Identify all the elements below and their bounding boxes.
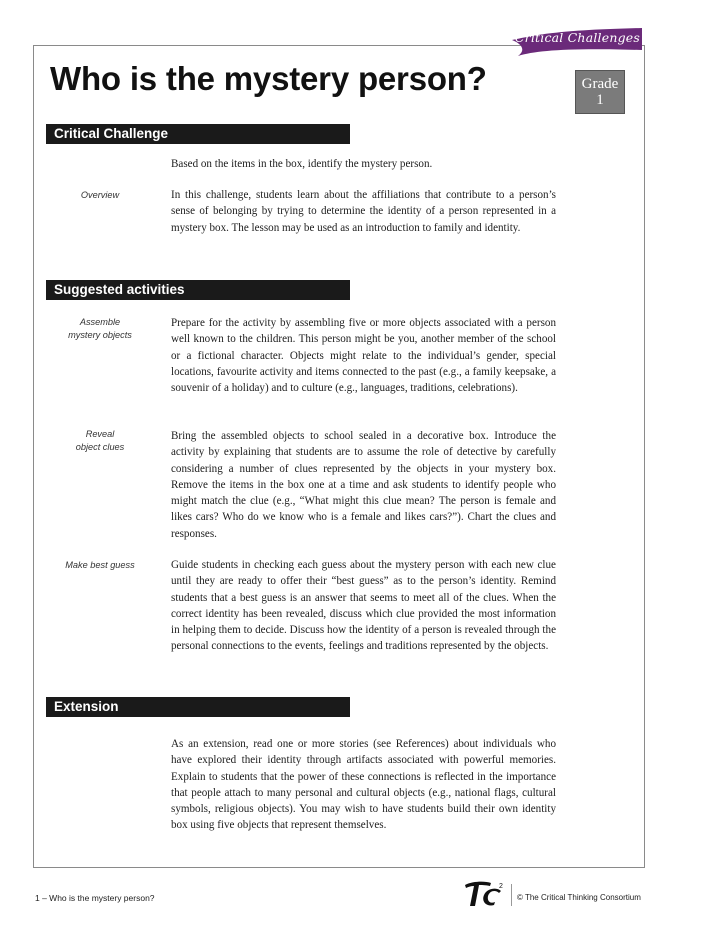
challenge-statement: Based on the items in the box, identify the mystery person. [171, 158, 433, 170]
activity-label-assemble [58, 316, 142, 342]
activity-text-reveal: Bring the assembled objects to school sealed in a decorative box. Introduce the activity by explaining that students are to assume the role of detective by carefully considering a number of clues represented by the objects in your mystery box. Remove the items in the box one at a time and ask students to identify people who might match the clue (e.g., “What might this clue mean? The person is female and likes cars? Who do we know who is a female and likes cars?”). Chart the clues and responses. [171, 430, 556, 540]
extension-text: As an extension, read one or more stories (see References) about individuals who have explored their identity through artifacts associated with powerful memories. Explain to students that the power of these connections is reflected in the importance that people attach to many personal and cultural objects (e.g., national flags, cultural symbols, religious objects). You may wish to have students build their own identity box using five objects that represent themselves. [171, 738, 556, 832]
tc2-logo-icon [461, 879, 507, 909]
activity-label-line: Reveal [85, 429, 115, 439]
grade-badge [575, 70, 625, 114]
activity-text-best-guess: Guide students in checking each guess about the mystery person with each new clue until they are ready to offer their “best guess” as to the person’s identity. Remind students that a best guess is an answer that seems to meet all of the clues. When the correct identity has been revealed, discuss which clue provided the most information in helping them to decide. Discuss how the identity of a person is revealed through the personal connections to the events, feelings and traditions represented by the objects. [171, 559, 556, 653]
activity-label-reveal [58, 428, 142, 454]
footer-separator [511, 884, 512, 906]
page-title: Who is the mystery person? [50, 60, 487, 97]
brand-text: Critical Challenges [514, 30, 640, 45]
critical-challenges-brand [512, 26, 642, 56]
overview-text: In this challenge, students learn about the affiliations that contribute to a person’s sense of belonging by trying to determine the identity of a person represented in a mystery box. The lesson may be used as an introduction to family and identity. [171, 189, 556, 234]
grade-value: 1 [596, 92, 604, 108]
overview-label: Overview [80, 190, 120, 200]
footer-page-label: 1 – Who is the mystery person? [35, 893, 155, 903]
svg-text:2: 2 [499, 883, 503, 890]
activity-label-best-guess: Make best guess [65, 560, 135, 570]
section-header-suggested-activities: Suggested activities [46, 280, 350, 300]
section-header-critical-challenge: Critical Challenge [46, 124, 350, 144]
grade-label: Grade [581, 76, 619, 92]
section-header-extension: Extension [46, 697, 350, 717]
activity-text-assemble: Prepare for the activity by assembling five or more objects associated with a person well known to the children. This person might be you, another member of the school or a fictional character. Objects might relate to the individual’s gender, special locations, favourite activity and items connected to the past (e.g., a family keepsake, a souvenir of a holiday) and to culture (e.g., languages, traditions, celebrations). [171, 317, 556, 395]
activity-label-line: Assemble [79, 317, 121, 327]
footer-copyright: © The Critical Thinking Consortium [517, 893, 641, 902]
activity-label-line: mystery objects [68, 330, 132, 340]
activity-label-line: object clues [75, 442, 125, 452]
